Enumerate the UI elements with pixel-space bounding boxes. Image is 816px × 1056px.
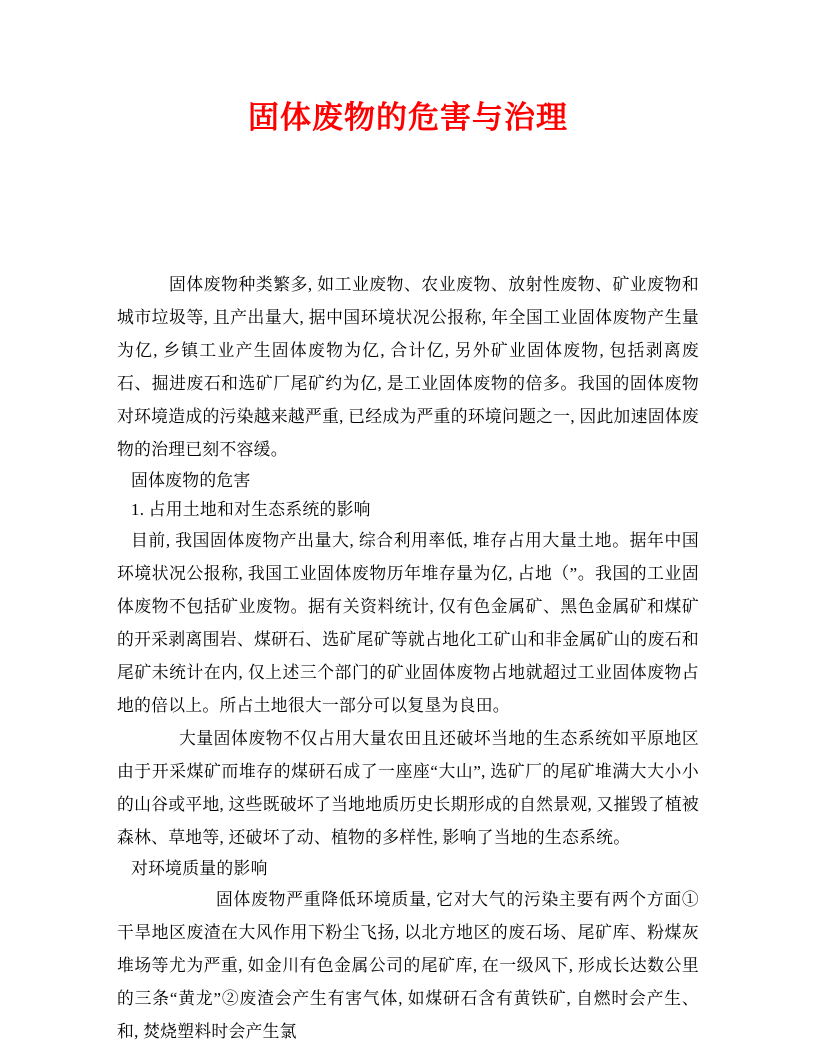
- heading-solid-waste-hazard: 固体废物的危害: [131, 471, 251, 490]
- document-body: [117, 268, 699, 1048]
- intro-paragraph: 固体废物种类繁多, 如工业废物、农业废物、放射性废物、矿业废物和城市垃圾等, 且产出量大, 据中国环境状况公报称, 年全国工业固体废物产生量为亿, 乡镇工业产生固体废物为亿, 合计亿, 另外矿业固体废物, 包括剥离废石、掘进废石和选矿厂尾矿约为亿, 是工业固体废物的倍多。我国的固体废物对环境造成的污染越来越严重, 已经成为严重的环境问题之一, 因此加速固体废物的治理已刻不容缓。: [117, 275, 699, 459]
- heading-land-ecosystem: 1. 占用土地和对生态系统的影响: [131, 500, 371, 519]
- ecosystem-damage-paragraph: 大量固体废物不仅占用大量农田且还破坏当地的生态系统如平原地区由于开采煤矿而堆存的煤研石成了一座座“大山”, 选矿厂的尾矿堆满大大小小的山谷或平地, 这些既破坏了当地地质历史长期形成的自然景观, 又摧毁了植被森林、草地等, 还破坏了动、植物的多样性, 影响了当地的生态系统。: [117, 729, 699, 847]
- document-title: 固体废物的危害与治理: [248, 100, 568, 135]
- land-occupation-paragraph: 目前, 我国固体废物产出量大, 综合利用率低, 堆存占用大量土地。据年中国环境状况公报称, 我国工业固体废物历年堆存量为亿, 占地（”。我国的工业固体废物不包括矿业废物。据有关资料统计, 仅有色金属矿、黑色金属矿和煤矿的开采剥离围岩、煤研石、选矿尾矿等就占地化工矿山和非金属矿山的废石和尾矿未统计在内, 仅上述三个部门的矿业固体废物占地就超过工业固体废物占地的倍以上。所占土地很大一部分可以复垦为良田。: [117, 531, 699, 715]
- heading-environment-quality: 对环境质量的影响: [131, 859, 268, 878]
- air-pollution-paragraph: 固体废物严重降低环境质量, 它对大气的污染主要有两个方面①干旱地区废渣在大风作用下粉尘飞扬, 以北方地区的废石场、尾矿库、粉煤灰堆场等尤为严重, 如金川有色金属公司的尾矿库, 在一级风下, 形成长达数公里的三条“黄龙”②废渣会产生有害气体, 如煤研石含有黄铁矿, 自燃时会产生、和, 焚烧塑料时会产生氯: [117, 890, 699, 1041]
